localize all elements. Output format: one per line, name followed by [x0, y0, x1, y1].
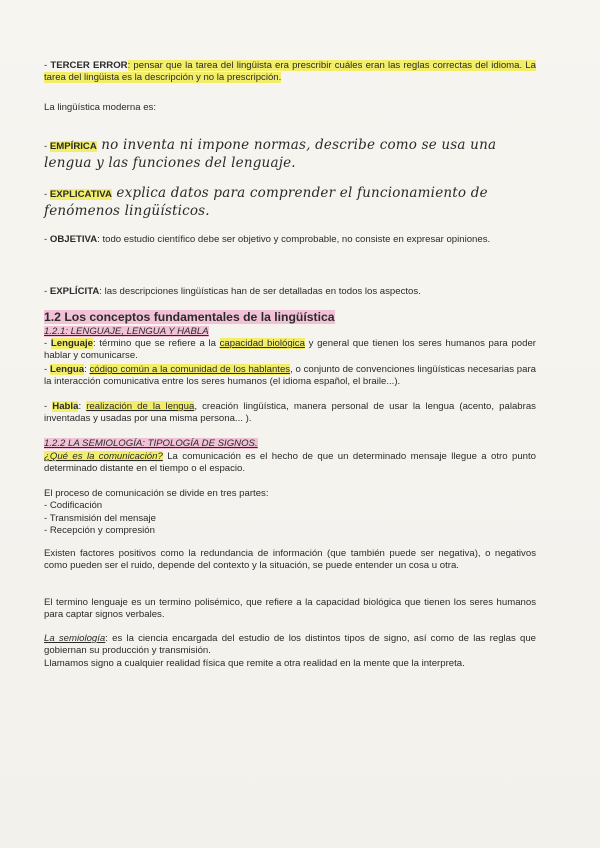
- tercer-error-text: : pensar que la tarea del lingüista era prescribir cuáles eran las reglas correctas del idioma. La tarea del lingüista es la descripción y no la prescripción.: [44, 60, 536, 84]
- lenguaje-label: Lenguaje: [50, 338, 94, 349]
- objetiva-label: OBJETIVA: [49, 234, 98, 245]
- subsection-121: 1.2.1: LENGUAJE, LENGUA Y HABLA: [44, 326, 209, 337]
- list-item: - Codificación: [44, 500, 536, 512]
- lengua-highlight: código común a la comunidad de los hablantes: [89, 364, 291, 375]
- explicita-item: - EXPLÍCITA: las descripciones lingüísticas han de ser detalladas en todos los aspectos.: [44, 286, 421, 297]
- explicita-label: EXPLÍCITA: [49, 286, 100, 297]
- comunicacion-question: ¿Qué es la comunicación?: [44, 451, 163, 462]
- proceso-list: [44, 500, 536, 537]
- moderna-intro: La lingüística moderna es:: [44, 102, 156, 113]
- tercer-error-paragraph: - TERCER ERROR: pensar que la tarea del lingüista era prescribir cuáles eran las reglas correctas del idioma. La tarea del lingüista es la descripción y no la prescripción.: [44, 60, 536, 84]
- lengua-label: Lengua: [49, 364, 85, 375]
- habla-highlight: realización de la lengua: [86, 401, 195, 412]
- explicativa-item: - EXPLICATIVA explica datos para comprender el funcionamiento de fenómenos lingüísticos.: [44, 185, 488, 219]
- explicativa-label: EXPLICATIVA: [49, 189, 112, 200]
- lengua-item: - Lengua: código común a la comunidad de los hablantes, o conjunto de convenciones lingüísticas necesarias para la interacción comunicativa entre los seres humanos (el idioma español, el braile...).: [44, 364, 536, 388]
- subsection-122: 1.2.2 LA SEMIOLOGÍA: TIPOLOGÍA DE SIGNOS.: [44, 438, 258, 449]
- list-item: - Recepción y compresión: [44, 525, 536, 537]
- explicativa-text: explica datos para comprender el funcionamiento de fenómenos lingüísticos.: [44, 185, 488, 219]
- proceso-section: [44, 488, 536, 538]
- habla-item: - Habla: realización de la lengua, creación lingüística, manera personal de usar la lengua (acento, palabras inventadas y usadas por una misma persona... ).: [44, 401, 536, 425]
- lenguaje-highlight: capacidad biológica: [219, 338, 305, 349]
- proceso-intro: El proceso de comunicación se divide en tres partes:: [44, 488, 269, 499]
- signo-paragraph: Llamamos signo a cualquier realidad física que remite a otra realidad en la mente que la interpreta.: [44, 658, 465, 669]
- objetiva-item: - OBJETIVA: todo estudio científico debe ser objetivo y comprobable, no consiste en expresar opiniones.: [44, 234, 491, 245]
- tercer-error-label: TERCER ERROR: [50, 60, 128, 71]
- objetiva-text: : todo estudio científico debe ser objetivo y comprobable, no consiste en expresar opiniones.: [97, 234, 491, 245]
- termino-paragraph: El termino lenguaje es un termino polisémico, que refiere a la capacidad biológica que tienen los seres humanos para captar signos verbales.: [44, 597, 536, 621]
- list-item: - Transmisión del mensaje: [44, 513, 536, 525]
- semiologia-label: La semiología: [44, 633, 106, 644]
- empirica-text: no inventa ni impone normas, describe como se usa una lengua y las funciones del lenguaje.: [44, 137, 497, 171]
- lenguaje-item: - Lenguaje: término que se refiere a la capacidad biológica y general que tienen los seres humanos para poder hablar y comunicarse.: [44, 338, 536, 362]
- factores-paragraph: Existen factores positivos como la redundancia de información (que también puede ser negativa), o negativos como pueden ser el ruido, depende del contexto y la situación, se puede entender un cosa u otra.: [44, 548, 536, 572]
- habla-label: Habla: [52, 401, 79, 412]
- explicita-text: : las descripciones lingüísticas han de ser detalladas en todos los aspectos.: [99, 286, 421, 297]
- section-title: 1.2 Los conceptos fundamentales de la lingüística: [44, 310, 335, 324]
- empirica-label: EMPÍRICA: [49, 141, 97, 152]
- comunicacion-paragraph: ¿Qué es la comunicación? La comunicación es el hecho de que un determinado mensaje llegue a otro punto determinado distante en el tiempo o el espacio.: [44, 451, 536, 475]
- empirica-item: - EMPÍRICA no inventa ni impone normas, describe como se usa una lengua y las funciones del lenguaje.: [44, 137, 497, 171]
- semiologia-paragraph: La semiología: es la ciencia encargada del estudio de los distintos tipos de signo, así como de las reglas que gobiernan su producción y transmisión.: [44, 633, 536, 657]
